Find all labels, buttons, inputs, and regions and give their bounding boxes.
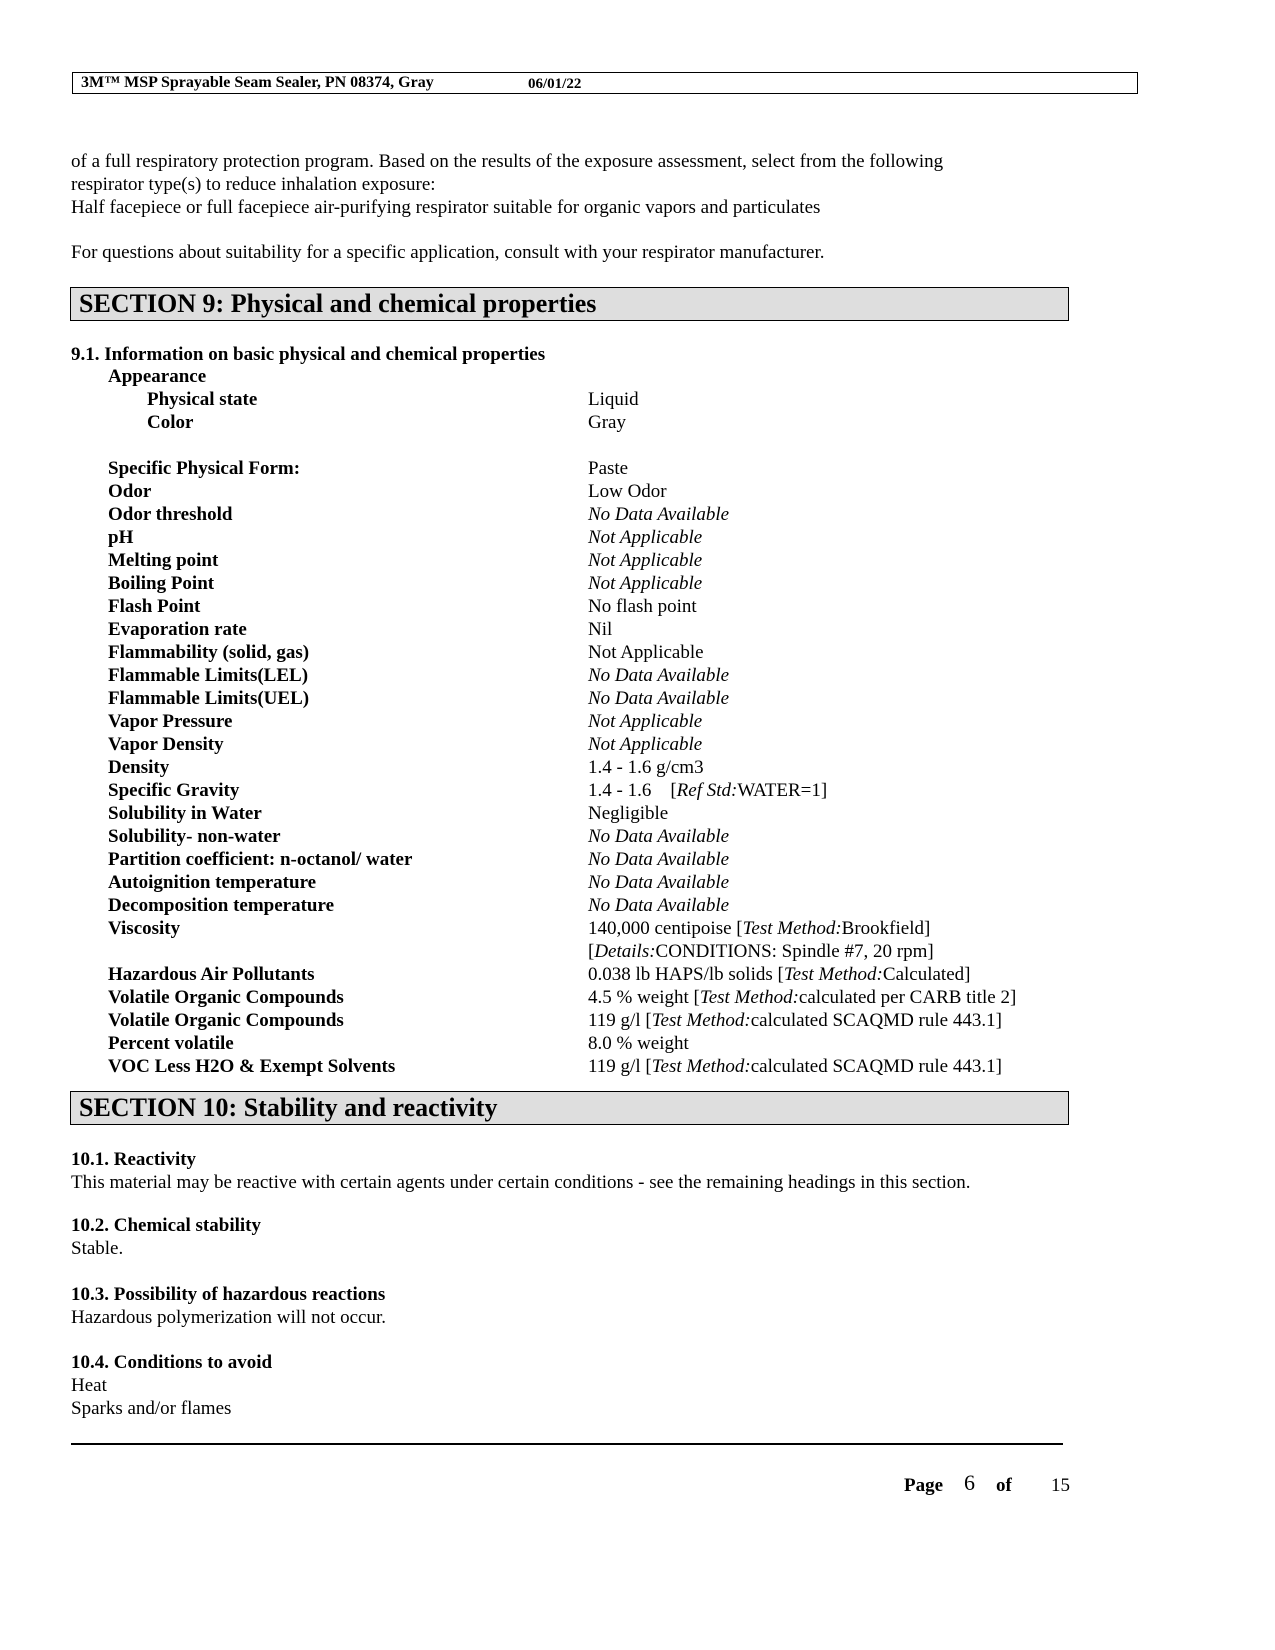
footer-divider [71, 1443, 1063, 1445]
property-label: Odor threshold [108, 504, 233, 525]
property-label: Flammable Limits(UEL) [108, 688, 310, 709]
test-method-value: calculated per CARB title 2 [798, 987, 1010, 1008]
ref-std-label: Ref Std: [676, 780, 738, 801]
property-row [71, 848, 1071, 871]
property-value: No Data Available [588, 504, 730, 525]
property-value: No Data Available [588, 849, 730, 870]
test-method-label: Test Method: [651, 1056, 751, 1077]
property-value: Not Applicable [588, 734, 703, 755]
property-label: Vapor Pressure [108, 711, 233, 732]
property-value: Not Applicable [588, 711, 703, 732]
property-value: 119 g/l [Test Method:calculated SCAQMD rule 443.1] [588, 1056, 1002, 1077]
property-value: Paste [588, 458, 629, 479]
property-value: Not Applicable [588, 573, 703, 594]
property-label: Flash Point [108, 596, 201, 617]
property-label: Boiling Point [108, 573, 215, 594]
property-row [71, 1055, 1071, 1078]
property-row [71, 572, 1071, 595]
property-value: No Data Available [588, 872, 730, 893]
property-value: Not Applicable [588, 527, 703, 548]
test-method-label: Test Method: [783, 964, 883, 985]
property-row [71, 549, 1071, 572]
property-label: Melting point [108, 550, 219, 571]
property-value: 8.0 % weight [588, 1033, 689, 1054]
intro-line: respirator type(s) to reduce inhalation exposure: [71, 174, 436, 195]
property-row-continued [71, 940, 1071, 963]
property-value: No flash point [588, 596, 697, 617]
subsection-text: Stable. [71, 1238, 124, 1259]
property-row [71, 963, 1071, 986]
intro-line: Half facepiece or full facepiece air-purifying respirator suitable for organic vapors and particulates [71, 197, 821, 218]
property-label: Odor [108, 481, 152, 502]
property-label: VOC Less H2O & Exempt Solvents [108, 1056, 396, 1077]
property-label: Decomposition temperature [108, 895, 335, 916]
property-value: 140,000 centipoise [Test Method:Brookfield] [588, 918, 931, 939]
property-label: Solubility in Water [108, 803, 262, 824]
measured-value: 4.5 % weight [588, 987, 689, 1008]
property-row [71, 457, 1071, 480]
ref-std-value: WATER=1 [737, 780, 821, 801]
property-row [71, 733, 1071, 756]
property-row [71, 618, 1071, 641]
property-label: Autoignition temperature [108, 872, 317, 893]
test-method-value: calculated SCAQMD rule 443.1 [750, 1010, 996, 1031]
property-label: Specific Gravity [108, 780, 240, 801]
property-value: Nil [588, 619, 613, 640]
test-method-value: Brookfield [841, 918, 924, 939]
property-value: No Data Available [588, 665, 730, 686]
section-9-heading: SECTION 9: Physical and chemical properties [70, 287, 1069, 321]
property-row [71, 825, 1071, 848]
property-row [71, 687, 1071, 710]
property-value: 119 g/l [Test Method:calculated SCAQMD rule 443.1] [588, 1010, 1002, 1031]
section-10-heading: SECTION 10: Stability and reactivity [70, 1091, 1069, 1125]
property-label: Solubility- non-water [108, 826, 281, 847]
revision-date: 06/01/22 [528, 76, 582, 92]
property-label: Volatile Organic Compounds [108, 987, 344, 1008]
test-method-value: calculated SCAQMD rule 443.1 [750, 1056, 996, 1077]
property-value: 0.038 lb HAPS/lb solids [Test Method:Calculated] [588, 964, 971, 985]
document-header [72, 72, 1138, 94]
property-row [71, 802, 1071, 825]
property-row [71, 1032, 1071, 1055]
property-value: Not Applicable [588, 642, 704, 663]
of-label: of [996, 1475, 1012, 1496]
property-row [71, 894, 1071, 917]
property-value: Gray [588, 412, 626, 433]
property-value: 1.4 - 1.6 g/cm3 [588, 757, 704, 778]
intro-line: For questions about suitability for a specific application, consult with your respirator manufacturer. [71, 242, 825, 263]
property-value: Low Odor [588, 481, 667, 502]
appearance-row [71, 365, 1071, 388]
subsection-heading: 10.4. Conditions to avoid [71, 1352, 273, 1373]
test-method-value: Calculated [882, 964, 965, 985]
property-label: Physical state [147, 389, 258, 410]
property-row [71, 756, 1071, 779]
property-row [71, 411, 1071, 434]
test-method-label: Test Method: [699, 987, 799, 1008]
property-row [71, 986, 1071, 1009]
property-label: Volatile Organic Compounds [108, 1010, 344, 1031]
property-label: Partition coefficient: n-octanol/ water [108, 849, 413, 870]
properties-table [71, 365, 1071, 1078]
specific-gravity-value: 1.4 - 1.6 [588, 780, 652, 801]
property-row [71, 779, 1071, 802]
property-label: Color [147, 412, 194, 433]
property-row [71, 641, 1071, 664]
property-row [71, 503, 1071, 526]
property-label: Flammable Limits(LEL) [108, 665, 309, 686]
property-row [71, 871, 1071, 894]
subsection-text: Hazardous polymerization will not occur. [71, 1307, 386, 1328]
property-value: [Details:CONDITIONS: Spindle #7, 20 rpm] [588, 941, 934, 962]
property-value: Liquid [588, 389, 639, 410]
property-row [71, 526, 1071, 549]
property-value: No Data Available [588, 826, 730, 847]
page-total: 15 [1051, 1475, 1070, 1496]
property-value: Negligible [588, 803, 669, 824]
property-row [71, 1009, 1071, 1032]
subsection-heading: 10.3. Possibility of hazardous reactions [71, 1284, 386, 1305]
details-value: CONDITIONS: Spindle #7, 20 rpm [655, 941, 928, 962]
viscosity-value: 140,000 centipoise [588, 918, 732, 939]
property-label: Evaporation rate [108, 619, 247, 640]
spacer [71, 434, 1071, 457]
appearance-label: Appearance [108, 366, 207, 387]
property-value: Not Applicable [588, 550, 703, 571]
property-label: pH [108, 527, 134, 548]
subsection-9-1-heading: 9.1. Information on basic physical and chemical properties [71, 344, 546, 365]
subsection-text: Heat [71, 1375, 107, 1396]
subsection-text: Sparks and/or flames [71, 1398, 232, 1419]
voc-less-value: 119 g/l [588, 1056, 641, 1077]
property-row [71, 480, 1071, 503]
property-value: 4.5 % weight [Test Method:calculated per CARB title 2] [588, 987, 1017, 1008]
property-label: Hazardous Air Pollutants [108, 964, 315, 985]
properties-group-1 [71, 457, 1071, 779]
property-value: No Data Available [588, 688, 730, 709]
subsection-heading: 10.2. Chemical stability [71, 1215, 261, 1236]
test-method-label: Test Method: [742, 918, 842, 939]
intro-line: of a full respiratory protection program. Based on the results of the exposure assessment, select from the following [71, 151, 944, 172]
subsection-text: This material may be reactive with certain agents under certain conditions - see the remaining headings in this section. [71, 1172, 971, 1193]
property-row [71, 710, 1071, 733]
property-label: Percent volatile [108, 1033, 234, 1054]
measured-value: 119 g/l [588, 1010, 641, 1031]
page-label: Page [904, 1475, 944, 1496]
property-row [71, 664, 1071, 687]
subsection-heading: 10.1. Reactivity [71, 1149, 197, 1170]
property-label: Flammability (solid, gas) [108, 642, 310, 663]
measured-value: 0.038 lb HAPS/lb solids [588, 964, 773, 985]
property-label: Viscosity [108, 918, 181, 939]
property-value: No Data Available [588, 895, 730, 916]
page-number: 6 [964, 1470, 975, 1495]
details-label: Details: [594, 941, 656, 962]
property-row [71, 917, 1071, 940]
property-row [71, 388, 1071, 411]
properties-group-2 [71, 802, 1071, 917]
property-row [71, 595, 1071, 618]
test-method-label: Test Method: [651, 1010, 751, 1031]
property-label: Density [108, 757, 170, 778]
property-value: 1.4 - 1.6 [Ref Std:WATER=1] [588, 780, 828, 801]
product-title: 3M™ MSP Sprayable Seam Sealer, PN 08374, Gray [81, 74, 434, 91]
properties-group-3 [71, 963, 1071, 1032]
property-label: Specific Physical Form: [108, 458, 301, 479]
property-label: Vapor Density [108, 734, 224, 755]
